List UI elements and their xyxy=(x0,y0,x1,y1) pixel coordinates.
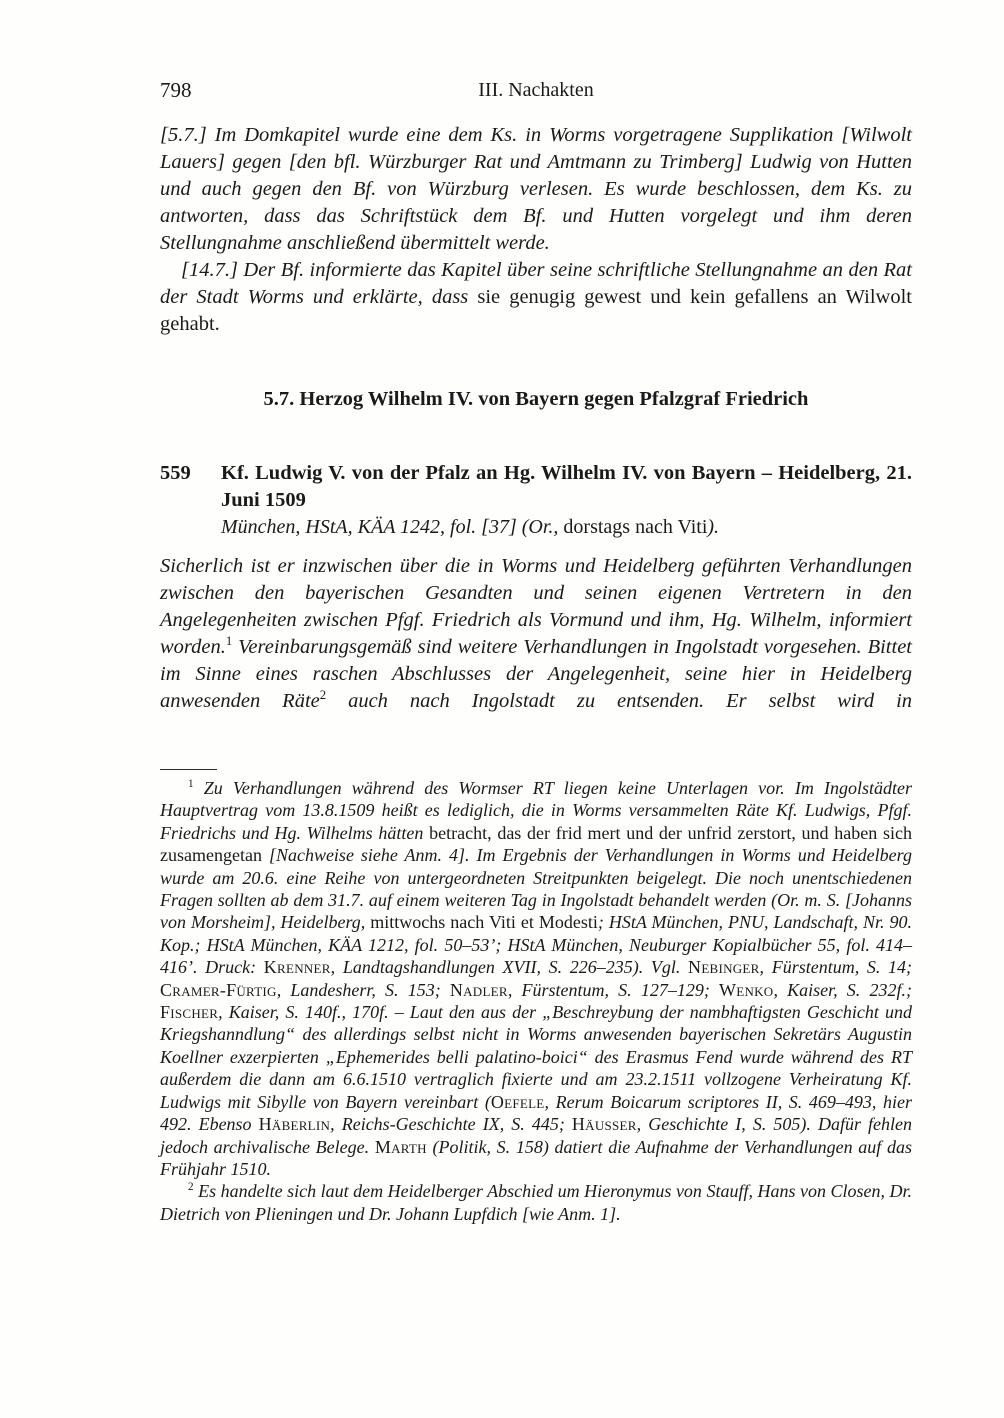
text-run: , Reichs-Geschichte IX, S. 445; xyxy=(330,1114,572,1135)
text-run: , Landtagshandlungen XVII, S. 226–235). Vgl. xyxy=(330,957,689,978)
text-run: Nebinger xyxy=(688,957,760,978)
text-run: Marth xyxy=(374,1136,427,1157)
entry-heading xyxy=(160,460,912,514)
text-run: (Politik, S. 158) datiert die Aufnahme der Verhandlungen auf das Frühjahr 1510. xyxy=(160,1136,912,1179)
text-run: , Landesherr, S. 153; xyxy=(276,979,450,1000)
footnote-marker: 1 xyxy=(225,634,233,649)
page-number: 798 xyxy=(160,78,192,102)
footnote-1 xyxy=(160,777,912,1180)
text-run: [14.7.] Der Bf. informierte das Kapitel über seine schriftliche Stellungnahme an den Rat der Stadt Worms und erklärte, dass xyxy=(160,259,912,308)
page-header xyxy=(160,78,912,102)
text-run: München, HStA, KÄA 1242, fol. [37] (Or., xyxy=(221,516,564,538)
text-run: , Rerum Boicarum scriptores II, S. 469–493, hier 492. Ebenso xyxy=(160,1091,913,1135)
footnote-marker: 2 xyxy=(319,688,327,703)
text-run: [Nachweise siehe Anm. 4]. Im Ergebnis der Verhandlungen in Worms und Heidelberg wurde am 20.6. eine Reihe von untergeordneten Streitpunkten beigelegt. Die noch unentschiedenen Fragen sollten ab dem 31.7. auf einem weiteren Tag in Ingolstadt behandelt werden (Or. m. S. [Johanns von Morsheim], Heidelberg, xyxy=(160,845,913,933)
entry-summary xyxy=(160,553,912,715)
text-run: Krenner xyxy=(263,957,331,978)
footnote-marker: 1 xyxy=(188,778,194,790)
footnote-marker: 2 xyxy=(188,1181,194,1194)
text-run: Cramer-Fürtig xyxy=(160,979,277,1000)
text-run: , Fürstentum, S. 127–129; xyxy=(507,979,719,1000)
text-run: Es handelte sich laut dem Heidelberger Abschied um Hieronymus von Stauff, Hans von Closen, Dr. Dietrich von Plieningen und Dr. Johann Lupfdich [wie Anm. 1]. xyxy=(160,1181,912,1224)
text-run: Oefele xyxy=(490,1091,545,1112)
text-run: dorstags nach Viti xyxy=(563,516,708,538)
text-run: Nadler xyxy=(449,979,508,1000)
text-run: , Kaiser, S. 140f., 170f. – Laut den aus der „Beschreybung der nambhaftigsten Geschicht und Kriegshanndlung“ des allerdings selbst nicht in Worms anwesenden bayerischen Sekretärs Augustin Koellner exzerpierten „Ephemerides belli palatino-boici“ des Erasmus Fend wurde während des RT außerdem die dann am 6.6.1510 vertraglich fixierte und am 23.2.1511 vollzogene Verheiratung Kf. Ludwigs mit Sibylle von Bayern vereinbart ( xyxy=(160,1002,912,1112)
running-header: III. Nachakten xyxy=(478,79,594,101)
text-run: ; HStA München, PNU, Landschaft, Nr. 90. Kop.; HStA München, KÄA 1212, fol. 50–53’; HStA München, Neuburger Kopialbücher 55, fol. 414–416’. Druck: xyxy=(160,912,913,978)
text-block xyxy=(160,78,912,1225)
text-run: Häberlin xyxy=(258,1114,331,1135)
text-run: ). xyxy=(707,516,720,538)
text-run: Fischer xyxy=(160,1002,219,1023)
text-run: , Kaiser, S. 232f.; xyxy=(773,979,912,1000)
text-run: , Geschichte I, S. 505). Dafür fehlen jedoch archivalische Belege. xyxy=(160,1114,913,1157)
text-run: [5.7.] Im Domkapitel wurde eine dem Ks. in Worms vorgetragene Supplikation [Wilwolt Lauers] gegen [den bfl. Würzburger Rat und Amtmann zu Trimberg] Ludwig von Hutten und auch gegen den Bf. von Würzburg verlesen. Es wurde beschlossen, dem Ks. zu antworten, dass das Schriftstück dem Bf. und Hutten vorgelegt und ihm deren Stellungnahme anschließend übermittelt werde. xyxy=(160,124,912,254)
footnote-2 xyxy=(160,1180,912,1225)
regest-paragraph-5-7 xyxy=(160,122,912,257)
text-run: Vereinbarungsgemäß sind weitere Verhandlungen in Ingolstadt vorgesehen. Bittet im Sinne eines raschen Abschlusses der Angelegenheit, seine hier in Heidelberg anwesenden Räte xyxy=(160,636,912,712)
entry-number: 559 xyxy=(160,462,191,484)
text-run: Sicherlich ist er inzwischen über die in Worms und Heidelberg geführten Verhandlungen zwischen den bayerischen Gesandten und seinen eigenen Vertretern in den Angelegenheiten zwischen Pfgf. Friedrich als Vormund und ihm, Hg. Wilhelm, informiert worden. xyxy=(160,555,912,658)
text-run: Zu Verhandlungen während des Wormser RT liegen keine Unterlagen vor. Im Ingolstädter Hauptvertrag vom 13.8.1509 heißt es lediglich, die in Worms versammelten Räte Kf. Ludwigs, Pfgf. Friedrichs und Hg. Wilhelms hätten xyxy=(160,778,912,843)
text-run: auch nach Ingolstadt zu entsenden. Er selbst wird in xyxy=(326,690,913,712)
footnote-separator-rule xyxy=(160,769,217,770)
text-run: , Fürstentum, S. 14; xyxy=(759,957,912,978)
text-run: sie genugig gewest und kein gefallens an Wilwolt gehabt. xyxy=(160,286,912,335)
entry-title: Kf. Ludwig V. von der Pfalz an Hg. Wilhelm IV. von Bayern – Heidelberg, 21. Juni 1509 xyxy=(221,462,912,511)
text-run: Wenko xyxy=(719,979,774,1000)
text-run: mittwochs nach Viti et Modesti xyxy=(370,912,598,933)
regest-paragraph-14-7 xyxy=(160,257,912,338)
source-citation-line xyxy=(221,514,912,541)
text-run: Häusser xyxy=(571,1114,637,1135)
text-run: betracht, das der frid mert und der unfrid zerstort, und haben sich zusamengetan xyxy=(160,822,912,866)
section-heading: 5.7. Herzog Wilhelm IV. von Bayern gegen Pfalzgraf Friedrich xyxy=(263,388,809,410)
